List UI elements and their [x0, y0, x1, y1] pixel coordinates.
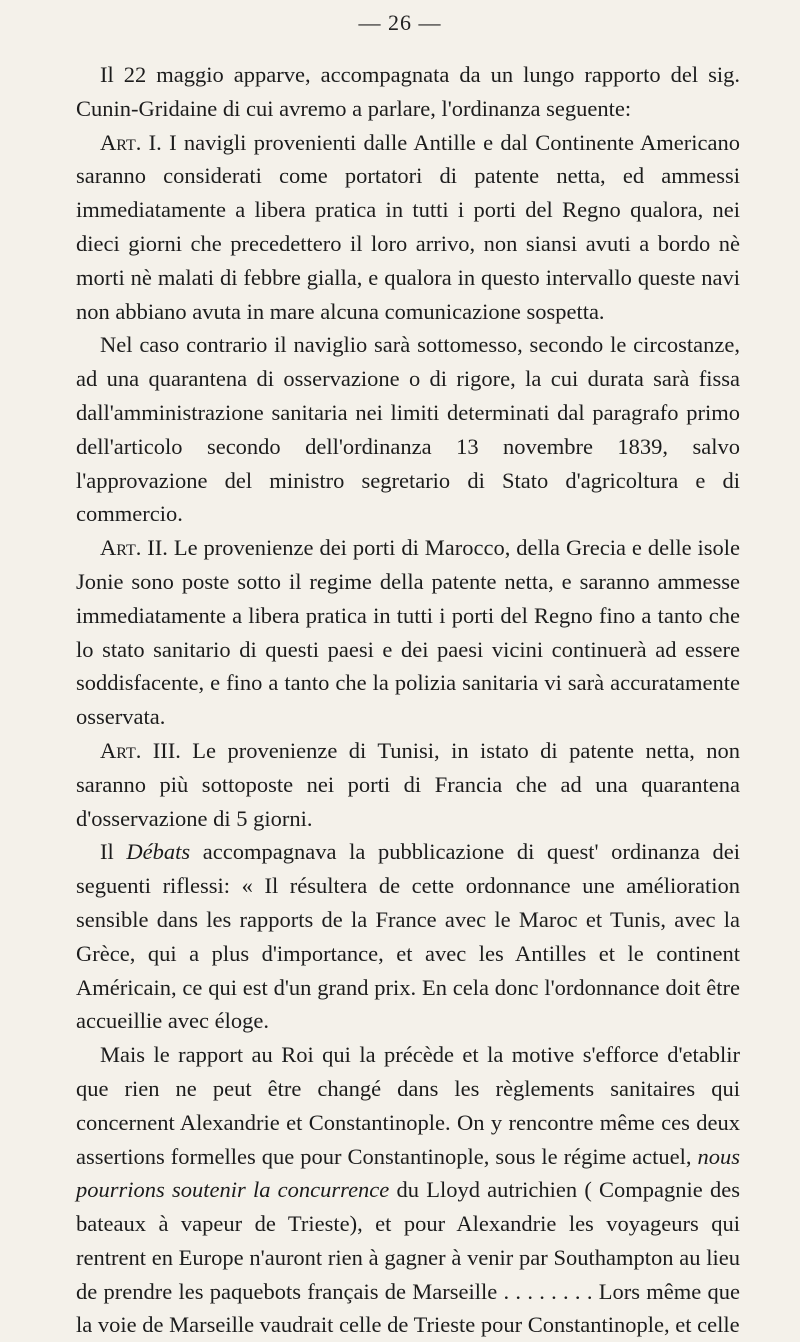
italic-text: Débats: [126, 839, 191, 865]
paragraph: [76, 734, 740, 835]
article-label: Art.: [100, 737, 142, 763]
paragraph-text: I. I navigli provenienti dalle Antille e dal Continente Americano saranno considerati come portatori di patente netta, ed ammessi immediatamente a libera pratica in tutti i porti del Regno qualora, nei dieci giorni che precedettero il loro arrivo, non siansi avuti a bordo nè morti nè malati di febbre gialla, e qualora in questo intervallo queste navi non abbiano avuta in mare alcuna comunicazione sospetta.: [76, 129, 740, 324]
page-number: — 26 —: [358, 10, 442, 35]
paragraph: [76, 126, 740, 329]
body-text: [76, 58, 740, 1342]
article-label: Art.: [100, 129, 142, 155]
paragraph: [76, 58, 740, 126]
italic-text: nous pourrions soutenir la concurrence: [76, 1143, 740, 1203]
paragraph-text: Mais le rapport au Roi qui la précède et la motive s'efforce d'etablir que rien ne peut être changé dans les règlements sanitaires qui concernent Alexandrie et Constantinople. On y rencontre même ces deux assertions formelles que pour Constantinople, sous le régime actuel,: [76, 1042, 740, 1169]
paragraph: [76, 531, 740, 734]
paragraph-text: III. Le provenienze di Tunisi, in istato di patente netta, non saranno più sottoposte nei porti di Francia che ad una quarantena d'osservazione di 5 giorni.: [76, 737, 740, 831]
paragraph-text: Il 22 maggio apparve, accompagnata da un lungo rapporto del sig. Cunin-Gridaine di cui avremo a parlare, l'ordinanza seguente:: [76, 62, 740, 121]
article-label: Art.: [100, 535, 142, 561]
paragraph: [76, 1038, 740, 1342]
paragraph: [76, 328, 740, 531]
paragraph-text: du Lloyd autrichien ( Compagnie des bateaux à vapeur de Trieste), et pour Alexandrie les voyageurs qui rentrent en Europe n'auront rien à gagner à venir par Southampton au lieu de prendre les paquebots français de Marseille . . . . . . . . Lors même que la voie de Marseille vaudrait celle de Trieste pour Constantinople, et celle: [76, 1177, 740, 1338]
paragraph-text: II. Le provenienze dei porti di Marocco, della Grecia e delle isole Jonie sono poste sotto il regime della patente netta, e saranno ammesse immediatamente a libera pratica in tutti i porti del Regno fino a tanto che lo stato sanitario di questi paesi e dei paesi vicini continuerà ad essere soddisfacente, e fino a tanto che la polizia sanitaria vi sarà accuratamente osservata.: [76, 535, 740, 730]
paragraph-text: Il: [100, 839, 127, 865]
paragraph-text: Nel caso contrario il naviglio sarà sottomesso, secondo le circostanze, ad una quarantena di osservazione o di rigore, la cui durata sarà fissa dall'amministrazione sanitaria nei limiti determinati dal paragrafo primo dell'articolo secondo dell'ordinanza 13 novembre 1839, salvo l'approvazione del ministro segretario di Stato d'agricoltura e di commercio.: [76, 332, 740, 527]
paragraph-text: accompagnava la pubblicazione di quest' ordinanza dei seguenti riflessi: « Il résultera de cette ordonnance une amélioration sensible dans les rapports de la France avec le Maroc et Tunis, avec la Grèce, qui a plus d'importance, et avec les Antilles et le continent Américain, ce qui est d'un grand prix. En cela donc l'ordonnance doit être accueillie avec éloge.: [76, 839, 740, 1034]
paragraph: [76, 835, 740, 1038]
